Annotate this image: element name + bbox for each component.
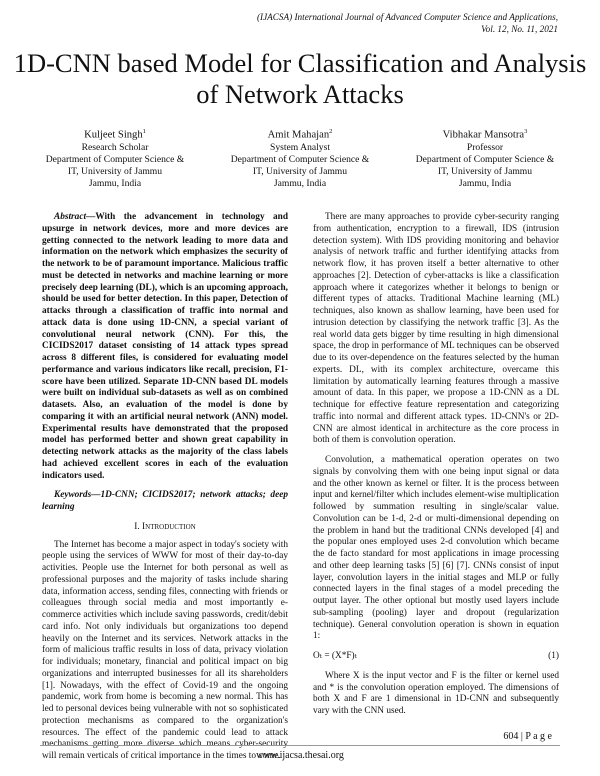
author-place: Jammu, India	[273, 177, 327, 189]
author-sup: 2	[329, 128, 333, 135]
author-role: Professor	[466, 141, 504, 153]
author-name: Kuljeet Singh	[84, 129, 143, 141]
author-univ: IT, University of Jammu	[437, 165, 533, 177]
author-dept: Department of Computer Science &	[415, 153, 555, 165]
intro-paragraph: The Internet has become a major aspect in today's society with people using the services of WWW for most of their day-to-day activities. People use the Internet for both personal as well as professional purposes and the majority of tasks include sharing data, information access, sending files, connecting with friends or colleagues through social media and most importantly e-commerce activities which include saving passwords, credit/debit card info. Not only individuals but organizations too depend heavily on the Internet and its services. Network attacks in the form of malicious traffic results in loss of data, privacy violation for individuals; monetary, financial and political impact on big organizations and interrupted businesses for all its shareholders [1]. Nowadays, with the effect of Covid-19 and the ongoing pandemic, work from home is becoming a new normal. This has led to personal devices being vulnerable with not so sophisticated protection mechanisms as compared to the organization's resources. The effect of the pandemic could lead to attack mechanisms getting more diverse which means cyber-security will remain verticals of critical importance in the times to come.	[42, 539, 288, 761]
author-name: Amit Mahajan	[267, 129, 330, 141]
author-place: Jammu, India	[88, 177, 142, 189]
abstract-text: —With the advancement in technology and upsurge in network devices, more and more devices are getting connected to the network leading to more data and information on the network which emphasizes the security of the network to be of paramount importance. Malicious traffic must be detected in networks and machine learning or more precisely deep learning (DL), which is an upcoming approach, should be used for better detection. In this paper, Detection of attacks through a classification of traffic into normal and attack data is done using 1D-CNN, a special variant of convolutional neural network (CNN). For this, the CICIDS2017 dataset consisting of 14 attack types spread across 8 different files, is considered for evaluating model performance and various indicators like recall, precision, F1-score have been utilized. Separate 1D-CNN based DL models were built on individual sub-datasets as well as on combined datasets. Also, an evaluation of the model is done by comparing it with an artificial neural network (ANN) model. Experimental results have demonstrated that the proposed model has performed better and shown great capability in detecting network attacks as the majority of the class labels had achieved excellent scores in each of the evaluation indicators used.	[42, 212, 288, 481]
body-paragraph: Convolution, a mathematical operation operates on two signals by convolving them with one being input signal or data and the other known as kernel or filter. It is the process between input and kernel/filter which includes element-wise multiplication followed by summation resulting in single/scalar value. Convolution can be 1-d, 2-d or multi-dimensional depending on the problem in hand but the traditional CNNs developed [4] and the popular ones employed uses 2-d convolution which became the de facto standard for most applications in image processing and other deep learning tasks [5] [6] [7]. CNNs consist of input layer, convolution layers in the initial stages and MLP or fully connected layers in the final stages of a model preceding the output layer. The other optional but mostly used layers include sub-sampling (pooling) layer and dropout (regularization technique). General convolution operation is shown in equation 1:	[313, 455, 559, 642]
equation	[313, 651, 559, 663]
journal-name: (IJACSA) International Journal of Advanced Computer Science and Applications,	[256, 12, 558, 22]
author-role: System Analyst	[270, 141, 330, 153]
abstract	[42, 212, 288, 482]
left-column	[42, 212, 288, 771]
right-column	[313, 212, 559, 726]
author-univ: IT, University of Jammu	[252, 165, 348, 177]
author-role: Research Scholar	[81, 141, 149, 153]
author-dept: Department of Computer Science &	[230, 153, 370, 165]
author-1	[40, 126, 190, 190]
keywords-label: Keywords	[54, 490, 92, 501]
title-line-2: of Network Attacks	[196, 79, 404, 109]
journal-url: www.ijacsa.thesai.org	[256, 750, 344, 761]
author-univ: IT, University of Jammu	[67, 165, 163, 177]
author-sup: 3	[524, 128, 528, 135]
title-line-1: 1D-CNN based Model for Classification and Analysis	[13, 48, 587, 78]
keywords-text: —1D-CNN; CICIDS2017; network attacks; deep learning	[42, 490, 288, 512]
section-heading: I. Introduction	[134, 521, 196, 532]
keywords	[42, 490, 288, 514]
author-2	[225, 126, 375, 190]
author-place: Jammu, India	[458, 177, 512, 189]
journal-header	[257, 12, 558, 35]
equation-number: (1)	[548, 651, 559, 661]
author-name: Vibhakar Mansotra	[442, 129, 525, 141]
page-number: 604 | P a g e	[503, 731, 552, 742]
footer-divider	[40, 745, 560, 746]
journal-volume: Vol. 12, No. 11, 2021	[481, 23, 558, 34]
author-3	[410, 126, 560, 190]
abstract-label: Abstract	[54, 212, 87, 222]
equation-text: Oₜ = (X*F)ₜ	[313, 651, 357, 661]
paper-title	[0, 48, 600, 110]
author-dept: Department of Computer Science &	[45, 153, 185, 165]
body-paragraph: Where X is the input vector and F is the filter or kernel used and * is the convolution operation employed. The dimensions of both X and F are 1 dimensional in 1D-CNN and subsequently vary with the CNN used.	[313, 670, 559, 716]
author-sup: 1	[142, 128, 146, 135]
body-paragraph: There are many approaches to provide cyber-security ranging from authentication, encryption to a firewall, IDS (intrusion detection system). With IDS providing monitoring and behavior analysis of network traffic and further identifying attacks from network flow, it has proven itself a better alternative to other approaches [2]. Detection of cyber-attacks is like a classification approach where it categorizes whether it belongs to benign or different types of attacks. Traditional Machine learning (ML) techniques, also known as shallow learning, have been used for intrusion detection by classifying the network traffic [3]. As the real world data gets bigger by time resulting in high dimensional space, the drop in performance of ML techniques can be observed due to its over-dependence on the features selected by the human experts. DL, with its complex architecture, overcame this limitation by automatically learning features through a massive amount of data. In this paper, we propose a 1D-CNN as a DL technique for effective feature representation and categorizing traffic into normal and different attack types. 1D-CNN's or 2D-CNN are almost identical in architecture as the core process in both of them is convolution operation.	[313, 212, 559, 446]
